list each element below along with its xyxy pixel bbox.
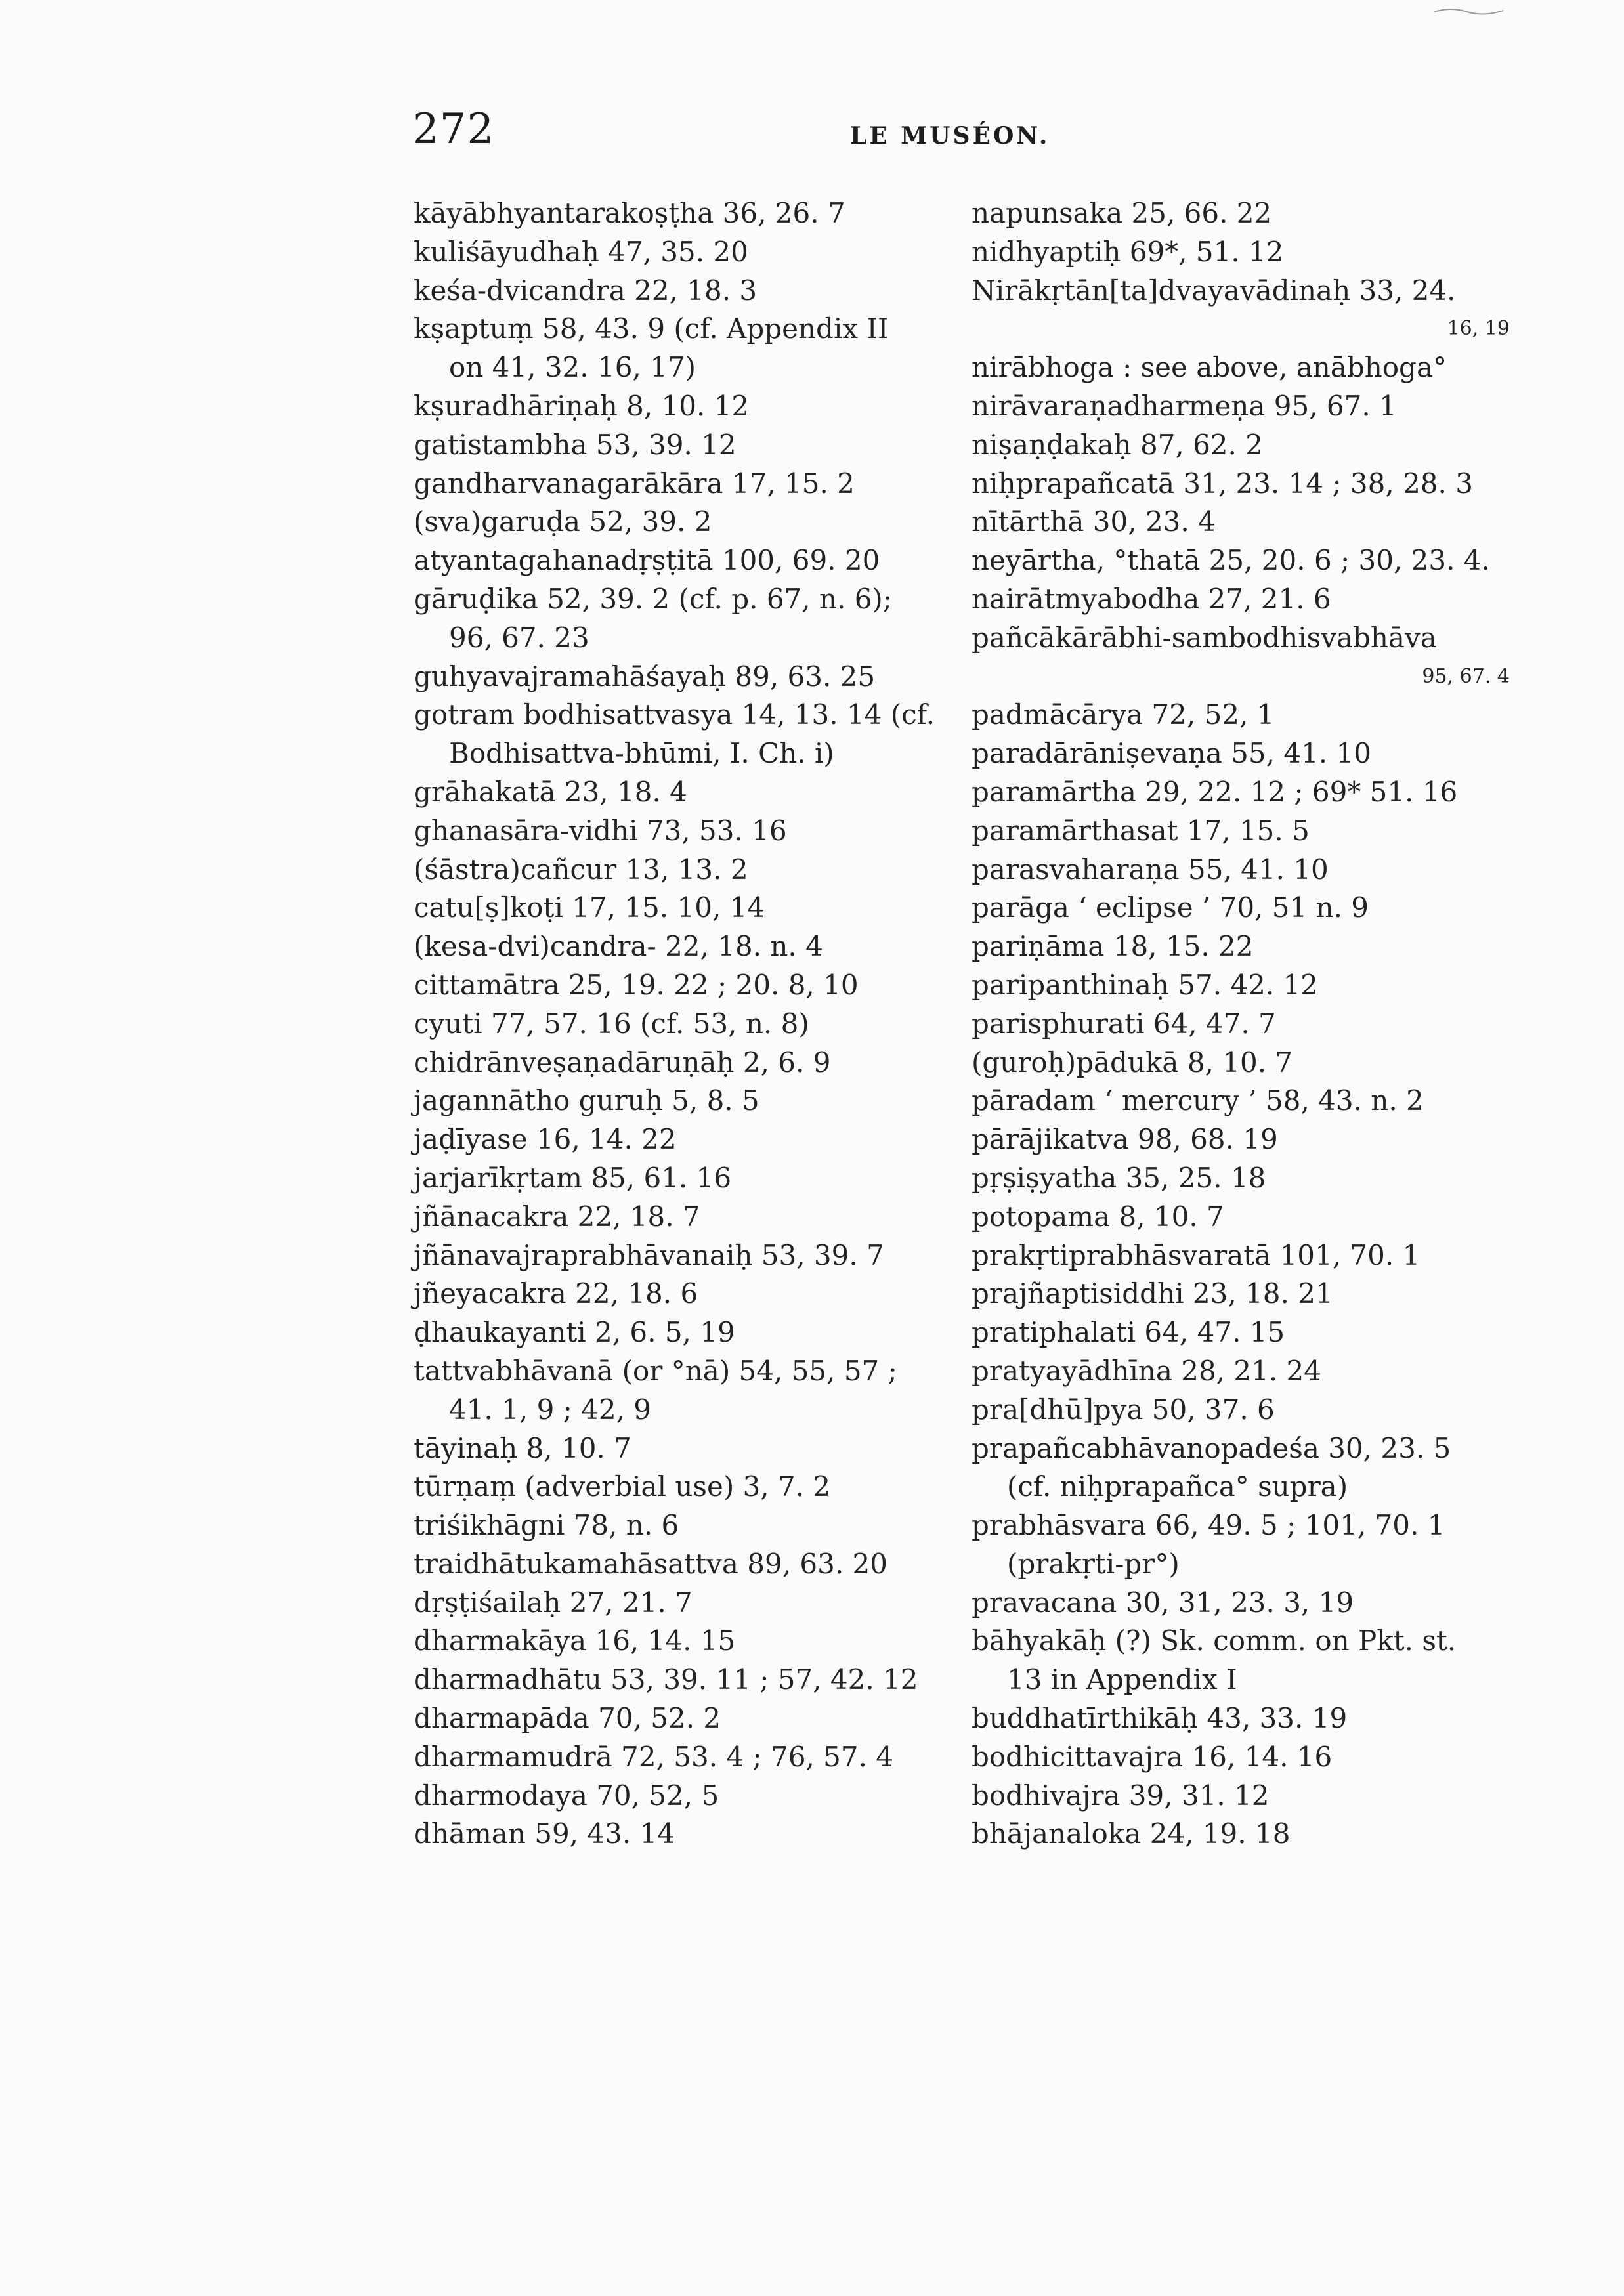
index-entry: atyantagahanadṛṣṭitā 100, 69. 20 <box>414 544 880 577</box>
index-entry: cyuti 77, 57. 16 (cf. 53, n. 8) <box>414 1007 809 1040</box>
index-entry: pāradam ‘ mercury ’ 58, 43. n. 2 <box>972 1084 1424 1117</box>
index-entry: 16, 19 <box>1447 317 1510 341</box>
index-entry: paramārthasat 17, 15. 5 <box>972 814 1310 847</box>
index-entry: nirāvaraṇadharmeṇa 95, 67. 1 <box>972 389 1397 422</box>
index-entry: parāga ‘ eclipse ’ 70, 51 n. 9 <box>972 891 1369 924</box>
index-entry: 95, 67. 4 <box>1422 664 1510 688</box>
index-entry: napunsaka 25, 66. 22 <box>972 197 1272 229</box>
index-entry: niṣaṇḍakaḥ 87, 62. 2 <box>972 428 1263 461</box>
index-entry: pārājikatva 98, 68. 19 <box>972 1123 1278 1156</box>
index-entry: triśikhāgni 78, n. 6 <box>414 1509 679 1542</box>
index-entry: (śāstra)cañcur 13, 13. 2 <box>414 853 748 885</box>
index-entry: tūrṇaṃ (adverbial use) 3, 7. 2 <box>414 1470 831 1503</box>
index-entry: bhājanaloka 24, 19. 18 <box>972 1818 1291 1850</box>
index-entry: pṛṣiṣyatha 35, 25. 18 <box>972 1161 1266 1194</box>
index-entry: pratyayādhīna 28, 21. 24 <box>972 1354 1321 1387</box>
index-column-right <box>972 194 1510 1854</box>
index-entry: 13 in Appendix I <box>1007 1663 1237 1696</box>
index-entry: pariṇāma 18, 15. 22 <box>972 930 1254 963</box>
index-entry: jñeyacakra 22, 18. 6 <box>414 1277 698 1310</box>
index-entry: potopama 8, 10. 7 <box>972 1200 1224 1233</box>
page-number: 272 <box>412 105 495 154</box>
index-entry: (guroḥ)pādukā 8, 10. 7 <box>972 1046 1293 1078</box>
index-entry: parasvaharaṇa 55, 41. 10 <box>972 853 1329 885</box>
index-entry: kṣuradhāriṇaḥ 8, 10. 12 <box>414 389 750 422</box>
index-entry: pravacana 30, 31, 23. 3, 19 <box>972 1586 1354 1619</box>
index-entry: keśa-dvicandra 22, 18. 3 <box>414 274 758 307</box>
index-entry: pañcākārābhi-sambodhisvabhāva <box>972 621 1437 654</box>
index-entry: kāyābhyantarakoṣṭha 36, 26. 7 <box>414 197 845 229</box>
index-entry: gandharvanagarākāra 17, 15. 2 <box>414 467 855 500</box>
index-entry: dṛṣṭiśailaḥ 27, 21. 7 <box>414 1586 693 1619</box>
index-entry: nītārthā 30, 23. 4 <box>972 505 1216 538</box>
index-entry: jñānacakra 22, 18. 7 <box>414 1200 700 1233</box>
index-entry: 41. 1, 9 ; 42, 9 <box>449 1393 652 1426</box>
index-entry: ghanasāra-vidhi 73, 53. 16 <box>414 814 787 847</box>
running-title: LE MUSÉON. <box>850 122 1050 150</box>
index-entry: pra[dhū]pya 50, 37. 6 <box>972 1393 1275 1426</box>
index-entry: traidhātukamahāsattva 89, 63. 20 <box>414 1547 887 1580</box>
index-entry: dharmakāya 16, 14. 15 <box>414 1625 736 1657</box>
index-entry: bodhivajra 39, 31. 12 <box>972 1779 1270 1812</box>
index-entry: kuliśāyudhaḥ 47, 35. 20 <box>414 235 748 268</box>
index-entry: kṣaptuṃ 58, 43. 9 (cf. Appendix II <box>414 312 889 345</box>
index-entry: parisphurati 64, 47. 7 <box>972 1007 1276 1040</box>
index-entry: paripanthinaḥ 57. 42. 12 <box>972 968 1318 1001</box>
index-entry: dharmapāda 70, 52. 2 <box>414 1702 721 1735</box>
index-entry: tāyinaḥ 8, 10. 7 <box>414 1432 631 1464</box>
scan-mark <box>1431 5 1510 17</box>
index-entry: chidrānveṣaṇadāruṇāḥ 2, 6. 9 <box>414 1046 831 1078</box>
index-entry: prabhāsvara 66, 49. 5 ; 101, 70. 1 <box>972 1509 1445 1542</box>
index-entry: (prakṛti-pr°) <box>1007 1547 1180 1580</box>
index-entry: dharmodaya 70, 52, 5 <box>414 1779 719 1812</box>
index-entry: nidhyaptiḥ 69*, 51. 12 <box>972 235 1284 268</box>
index-entry: tattvabhāvanā (or °nā) 54, 55, 57 ; <box>414 1354 897 1387</box>
index-entry: paradārāniṣevaṇa 55, 41. 10 <box>972 737 1371 770</box>
index-entry: Bodhisattva-bhūmi, I. Ch. i) <box>449 737 834 770</box>
index-column-left <box>414 194 939 1854</box>
index-entry: catu[ṣ]koṭi 17, 15. 10, 14 <box>414 891 765 924</box>
index-entry: neyārtha, °thatā 25, 20. 6 ; 30, 23. 4. <box>972 544 1490 577</box>
index-entry: nairātmyabodha 27, 21. 6 <box>972 582 1331 615</box>
index-entry: jñānavajraprabhāvanaiḥ 53, 39. 7 <box>414 1239 884 1271</box>
index-entry: Nirākṛtān[ta]dvayavādinaḥ 33, 24. <box>972 274 1456 307</box>
index-entry: bāhyakāḥ (?) Sk. comm. on Pkt. st. <box>972 1625 1457 1657</box>
index-entry: gotram bodhisattvasya 14, 13. 14 (cf. <box>414 698 935 731</box>
index-entry: gāruḍika 52, 39. 2 (cf. p. 67, n. 6); <box>414 582 892 615</box>
index-entry: dharmadhātu 53, 39. 11 ; 57, 42. 12 <box>414 1663 918 1696</box>
index-entry: 96, 67. 23 <box>449 621 589 654</box>
index-entry: prakṛtiprabhāsvaratā 101, 70. 1 <box>972 1239 1421 1271</box>
index-entry: on 41, 32. 16, 17) <box>449 351 696 384</box>
index-entry: (cf. niḥprapañca° supra) <box>1007 1470 1348 1503</box>
index-entry: pratiphalati 64, 47. 15 <box>972 1316 1285 1349</box>
index-entry: jagannātho guruḥ 5, 8. 5 <box>414 1084 759 1117</box>
index-entry: padmācārya 72, 52, 1 <box>972 698 1275 731</box>
index-entry: dharmamudrā 72, 53. 4 ; 76, 57. 4 <box>414 1740 894 1773</box>
index-entry: buddhatīrthikāḥ 43, 33. 19 <box>972 1702 1348 1735</box>
index-entry: grāhakatā 23, 18. 4 <box>414 775 687 808</box>
index-entry: gatistambha 53, 39. 12 <box>414 428 737 461</box>
index-entry: guhyavajramahāśayaḥ 89, 63. 25 <box>414 660 876 692</box>
index-entry: jaḍīyase 16, 14. 22 <box>414 1123 677 1156</box>
index-entry: dhāman 59, 43. 14 <box>414 1818 675 1850</box>
index-entry: prajñaptisiddhi 23, 18. 21 <box>972 1277 1333 1310</box>
index-entry: niḥprapañcatā 31, 23. 14 ; 38, 28. 3 <box>972 467 1473 500</box>
index-entry: (kesa-dvi)candra- 22, 18. n. 4 <box>414 930 823 963</box>
index-entry: paramārtha 29, 22. 12 ; 69* 51. 16 <box>972 775 1458 808</box>
index-entry: jarjarīkṛtam 85, 61. 16 <box>414 1161 732 1194</box>
index-entry: cittamātra 25, 19. 22 ; 20. 8, 10 <box>414 968 859 1001</box>
index-entry: nirābhoga : see above, anābhoga° <box>972 351 1447 384</box>
index-entry: (sva)garuḍa 52, 39. 2 <box>414 505 712 538</box>
index-entry: bodhicittavajra 16, 14. 16 <box>972 1740 1333 1773</box>
index-entry: prapañcabhāvanopadeśa 30, 23. 5 <box>972 1432 1451 1464</box>
index-entry: ḍhaukayanti 2, 6. 5, 19 <box>414 1316 735 1349</box>
